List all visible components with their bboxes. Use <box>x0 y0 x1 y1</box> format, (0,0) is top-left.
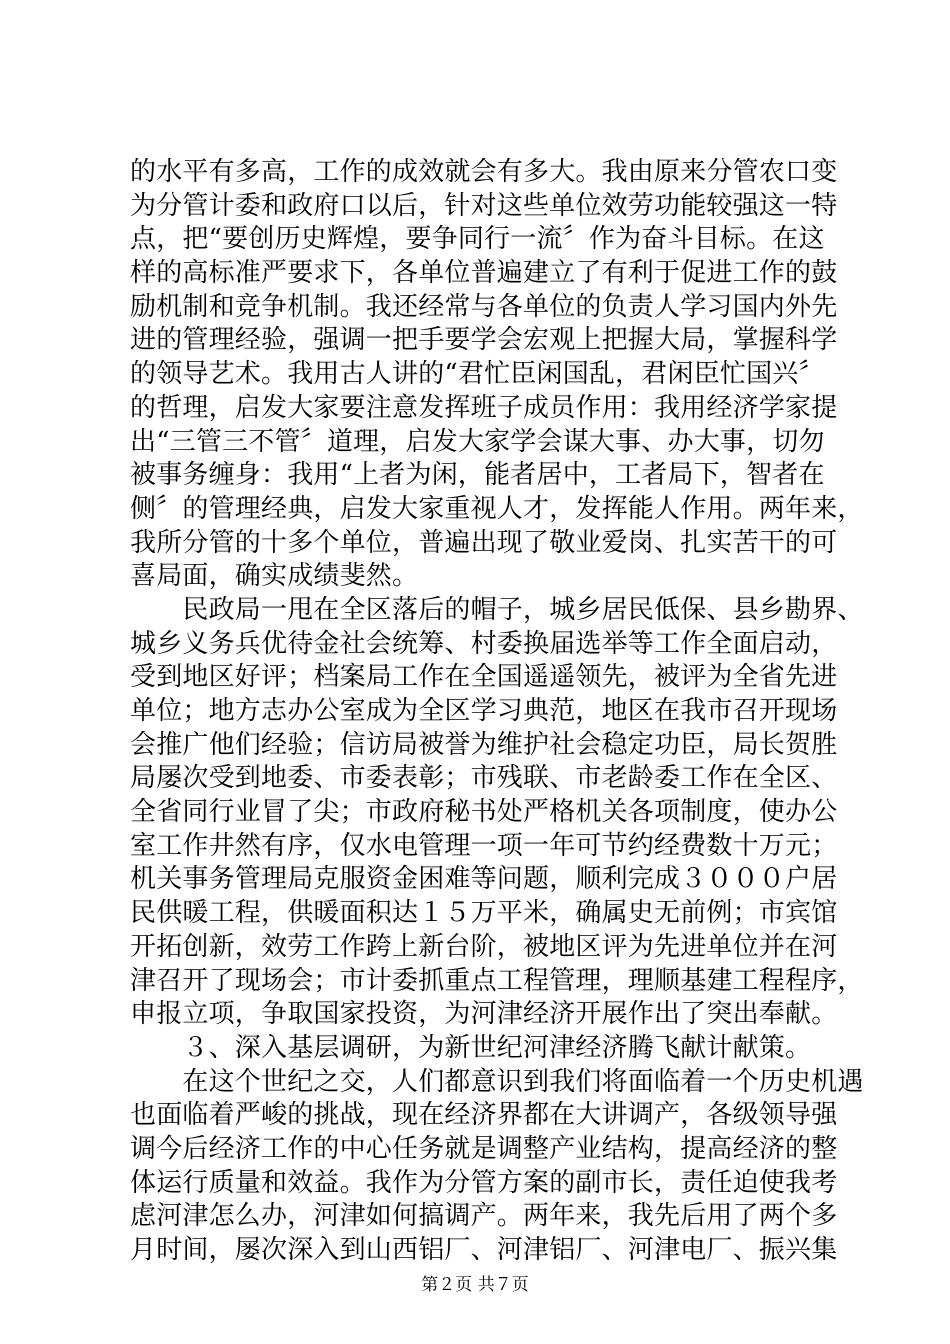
text-line: 励机制和竞争机制。我还经常与各单位的负责人学习国内外先 <box>130 291 838 322</box>
text-line: 单位；地方志办公室成为全区学习典范，地区在我市召开现场 <box>130 696 838 726</box>
text-line: 出“三管三不管〞道理，启发大家学会谋大事、办大事，切勿 <box>130 426 825 457</box>
text-line: 机关事务管理局克服资金困难等问题，顺利完成３０００户居 <box>130 864 838 895</box>
text-line: 民供暖工程，供暖面积达１５万平米，确属史无前例；市宾馆 <box>130 898 838 929</box>
body-text <box>130 156 864 1268</box>
text-line: 虑河津怎么办，河津如何搞调产。两年来，我先后用了两个多 <box>130 1201 838 1232</box>
text-line: 的哲理，启发大家要注意发挥班子成员作用：我用经济学家提 <box>130 392 838 423</box>
text-line: 城乡义务兵优待金社会统筹、村委换届选举等工作全面启动， <box>130 628 838 659</box>
text-line: 月时间，屡次深入到山西铝厂、河津铝厂、河津电厂、振兴集 <box>130 1235 838 1265</box>
text-line: 开拓创新，效劳工作跨上新台阶，被地区评为先进单位并在河 <box>130 931 838 962</box>
text-line: 喜局面，确实成绩斐然。 <box>130 561 419 592</box>
text-line: 室工作井然有序，仅水电管理一项一年可节约经费数十万元； <box>130 830 838 861</box>
text-line: 也面临着严峻的挑战，现在经济界都在大讲调产，各级领导强 <box>130 1100 838 1131</box>
text-line: 体运行质量和效益。我作为分管方案的副市长，责任迫使我考 <box>130 1167 838 1198</box>
text-line: ３、深入基层调研，为新世纪河津经济腾飞献计献策。 <box>130 1032 812 1063</box>
text-line: 民政局一甩在全区落后的帽子，城乡居民低保、县乡勘界、 <box>130 594 864 625</box>
page-footer: 第２页 共７页 <box>421 1275 529 1295</box>
text-line: 进的管理经验，强调一把手要学会宏观上把握大局，掌握科学 <box>130 325 838 356</box>
text-line: 为分管计委和政府口以后，针对这些单位效劳功能较强这一特 <box>130 190 838 221</box>
text-line: 局屡次受到地委、市委表彰；市残联、市老龄委工作在全区、 <box>130 763 838 794</box>
text-line: 样的高标准严要求下，各单位普遍建立了有利于促进工作的鼓 <box>130 258 838 289</box>
text-line: 受到地区好评；档案局工作在全国遥遥领先，被评为全省先进 <box>130 662 838 693</box>
text-line: 的领导艺术。我用古人讲的“君忙臣闲国乱，君闲臣忙国兴〞 <box>130 359 825 390</box>
text-line: 点，把“要创历史辉煌，要争同行一流〞作为奋斗目标。在这 <box>130 224 825 255</box>
text-line: 被事务缠身：我用“上者为闲，能者居中，工者局下，智者在 <box>130 460 825 491</box>
text-line: 的水平有多高，工作的成效就会有多大。我由原来分管农口变 <box>130 157 838 187</box>
text-line: 津召开了现场会；市计委抓重点工程管理，理顺基建工程程序， <box>130 965 864 996</box>
text-line: 我所分管的十多个单位，普遍出现了敬业爱岗、扎实苦干的可 <box>130 527 838 558</box>
text-line: 侧〞的管理经典，启发大家重视人才，发挥能人作用。两年来， <box>130 493 864 524</box>
text-line: 会推广他们经验；信访局被誉为维护社会稳定功臣，局长贺胜 <box>130 729 838 760</box>
text-line: 在这个世纪之交，人们都意识到我们将面临着一个历史机遇 <box>130 1066 864 1097</box>
text-line: 全省同行业冒了尖；市政府秘书处严格机关各项制度，使办公 <box>130 797 838 828</box>
text-line: 申报立项，争取国家投资，为河津经济开展作出了突出奉献。 <box>130 999 838 1030</box>
text-line: 调今后经济工作的中心任务就是调整产业结构，提高经济的整 <box>130 1133 838 1164</box>
